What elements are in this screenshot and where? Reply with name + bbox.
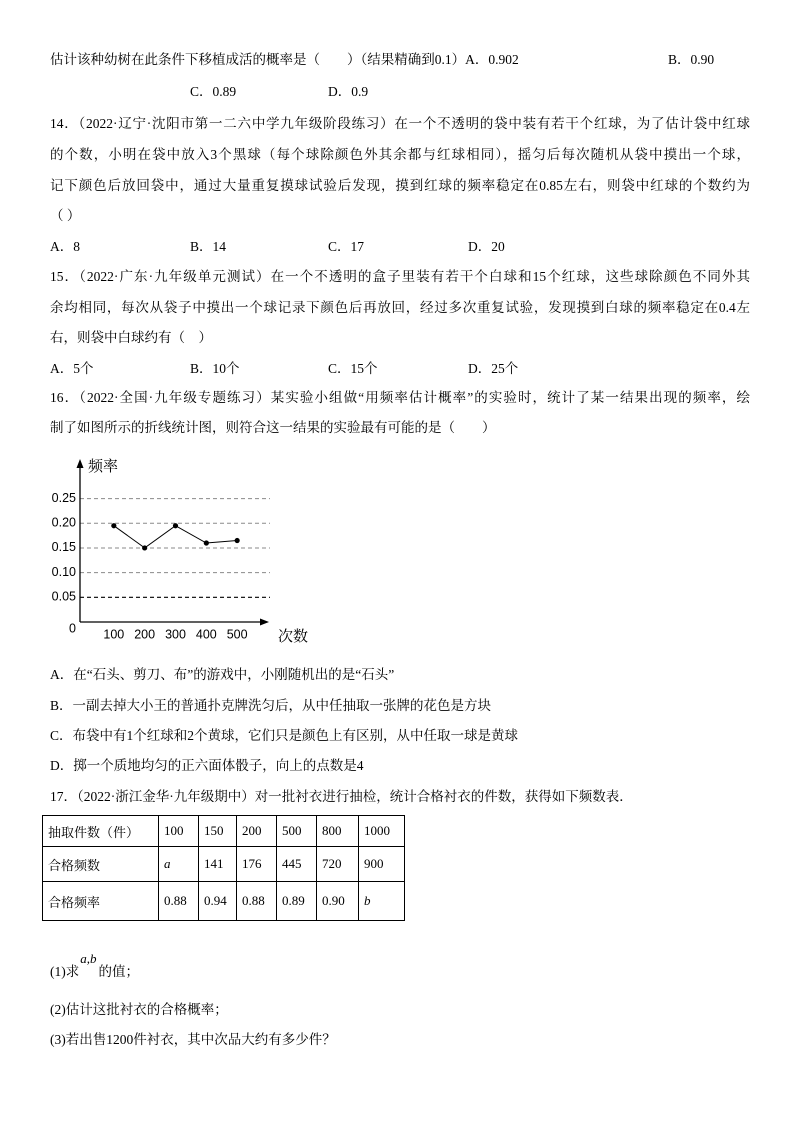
- q16-option-b: B．一副去掉大小王的普通扑克牌洗匀后，从中任抽取一张牌的花色是方块: [50, 698, 492, 713]
- q15-line-3: 右，则袋中白球约有（ ）: [50, 330, 212, 345]
- table-cell: 720: [317, 847, 359, 882]
- x-tick-label: 200: [134, 627, 156, 642]
- q14-option-a: A．8: [50, 239, 80, 254]
- q14-option-b: B．14: [190, 239, 227, 254]
- q14-option-d: D．20: [468, 239, 505, 254]
- q16-line-1: 16．（2022·全国·九年级专题练习）某实验小组做“用频率估计概率”的实验时，统计了某一结果出现的频率，绘: [50, 390, 750, 405]
- table-row-header: 合格频率: [43, 882, 159, 921]
- q16-option-a: A．在“石头、剪刀、布”的游戏中，小刚随机出的是“石头”: [50, 667, 395, 682]
- q17-sub-2: (2)估计这批衬衣的合格概率；: [50, 1002, 228, 1017]
- x-axis-arrow-icon: [260, 619, 269, 626]
- data-point: [204, 540, 209, 545]
- q15-option-d: D．25个: [468, 361, 519, 376]
- data-point: [111, 523, 116, 528]
- q17-sub-3: (3)若出售1200件衬衣，其中次品大约有多少件？: [50, 1032, 336, 1047]
- y-tick-label: 0.25: [51, 490, 76, 505]
- q16-option-c: C．布袋中有1个红球和2个黄球，它们只是颜色上有区别，从中任取一球是黄球: [50, 728, 519, 743]
- q15-line-2: 余均相同，每次从袋子中摸出一个球记录下颜色后再放回，经过多次重复试验，发现摸到白球的频率稳定在0.4左: [50, 300, 750, 315]
- q14-option-c: C．17: [328, 239, 365, 254]
- table-cell: 100: [159, 816, 199, 847]
- table-cell-variable-b: b: [359, 882, 405, 921]
- y-axis-title: 频率: [88, 457, 119, 475]
- table-cell: 1000: [359, 816, 405, 847]
- frequency-line-chart: [40, 450, 320, 650]
- q17-stem: 17．（2022·浙江金华·九年级期中）对一批衬衣进行抽检，统计合格衬衣的件数，获得如下频数表．: [50, 789, 633, 804]
- x-tick-label: 500: [226, 627, 248, 642]
- q16-line-2: 制了如图所示的折线统计图，则符合这一结果的实验最有可能的是（ ）: [50, 420, 496, 435]
- table-cell: 800: [317, 816, 359, 847]
- table-cell: 141: [199, 847, 237, 882]
- table-cell: 0.88: [237, 882, 277, 921]
- y-tick-label: 0.20: [51, 515, 76, 530]
- table-cell-variable-a: a: [159, 847, 199, 882]
- table-cell: 0.94: [199, 882, 237, 921]
- table-row-pass-count: [43, 847, 405, 882]
- q13-option-b: B．0.90: [668, 52, 715, 67]
- q15-option-c: C．15个: [328, 361, 378, 376]
- q14-line-2: 的个数，小明在袋中放入3个黑球（每个球除颜色外其余都与红球相同），摇匀后每次随机从袋中摸出一个球，: [50, 147, 750, 162]
- table-cell: 500: [277, 816, 317, 847]
- table-cell: 150: [199, 816, 237, 847]
- series-line: [114, 526, 237, 548]
- q17-sub-1-prefix: (1)求: [50, 964, 80, 979]
- q15-option-b: B．10个: [190, 361, 240, 376]
- q14-line-3: 记下颜色后放回袋中，通过大量重复摸球试验后发现，摸到红球的频率稳定在0.85左右，则袋中红球的个数约为: [50, 178, 750, 193]
- y-tick-label: 0: [69, 621, 76, 636]
- frequency-table: [42, 815, 405, 921]
- q16-option-d: D．掷一个质地均匀的正六面体骰子，向上的点数是4: [50, 758, 364, 773]
- table-cell: 445: [277, 847, 317, 882]
- x-axis-title: 次数: [278, 627, 309, 645]
- x-tick-label: 100: [103, 627, 125, 642]
- data-point: [173, 523, 178, 528]
- q13-stem-line: [50, 50, 519, 70]
- q17-sub-1-math: a,b: [80, 951, 97, 966]
- table-row-pass-rate: [43, 882, 405, 921]
- x-tick-label: 400: [195, 627, 217, 642]
- table-row-sample-count: [43, 816, 405, 847]
- q15-option-a: A．5个: [50, 361, 94, 376]
- q15-line-1: 15．（2022·广东·九年级单元测试）在一个不透明的盒子里装有若干个白球和15个红球，这些球除颜色不同外其: [50, 269, 750, 284]
- table-cell: 176: [237, 847, 277, 882]
- table-cell: 200: [237, 816, 277, 847]
- y-tick-label: 0.15: [51, 540, 76, 555]
- data-point: [235, 538, 240, 543]
- q17-sub-1: [50, 951, 139, 982]
- x-tick-label: 300: [165, 627, 186, 642]
- y-tick-label: 0.10: [51, 564, 76, 579]
- q17-sub-1-suffix: 的值；: [98, 964, 139, 979]
- table-cell: 900: [359, 847, 405, 882]
- y-tick-label: 0.05: [51, 589, 76, 604]
- q13-option-c: C．0.89: [190, 84, 237, 99]
- y-axis-arrow-icon: [77, 459, 84, 468]
- table-row-header: 合格频数: [43, 847, 159, 882]
- table-cell: 0.90: [317, 882, 359, 921]
- data-point: [142, 545, 147, 550]
- q14-line-4: （ ）: [50, 208, 81, 223]
- table-row-header: 抽取件数（件）: [43, 816, 159, 847]
- q13-option-a: A．0.902: [465, 52, 519, 67]
- table-cell: 0.88: [159, 882, 199, 921]
- q13-stem: 估计该种幼树在此条件下移植成活的概率是（ ）（结果精确到0.1）: [50, 52, 466, 67]
- q14-line-1: 14．（2022·辽宁·沈阳市第一二六中学九年级阶段练习）在一个不透明的袋中装有若干个红球，为了估计袋中红球: [50, 116, 750, 131]
- table-cell: 0.89: [277, 882, 317, 921]
- q13-option-d: D．0.9: [328, 84, 369, 99]
